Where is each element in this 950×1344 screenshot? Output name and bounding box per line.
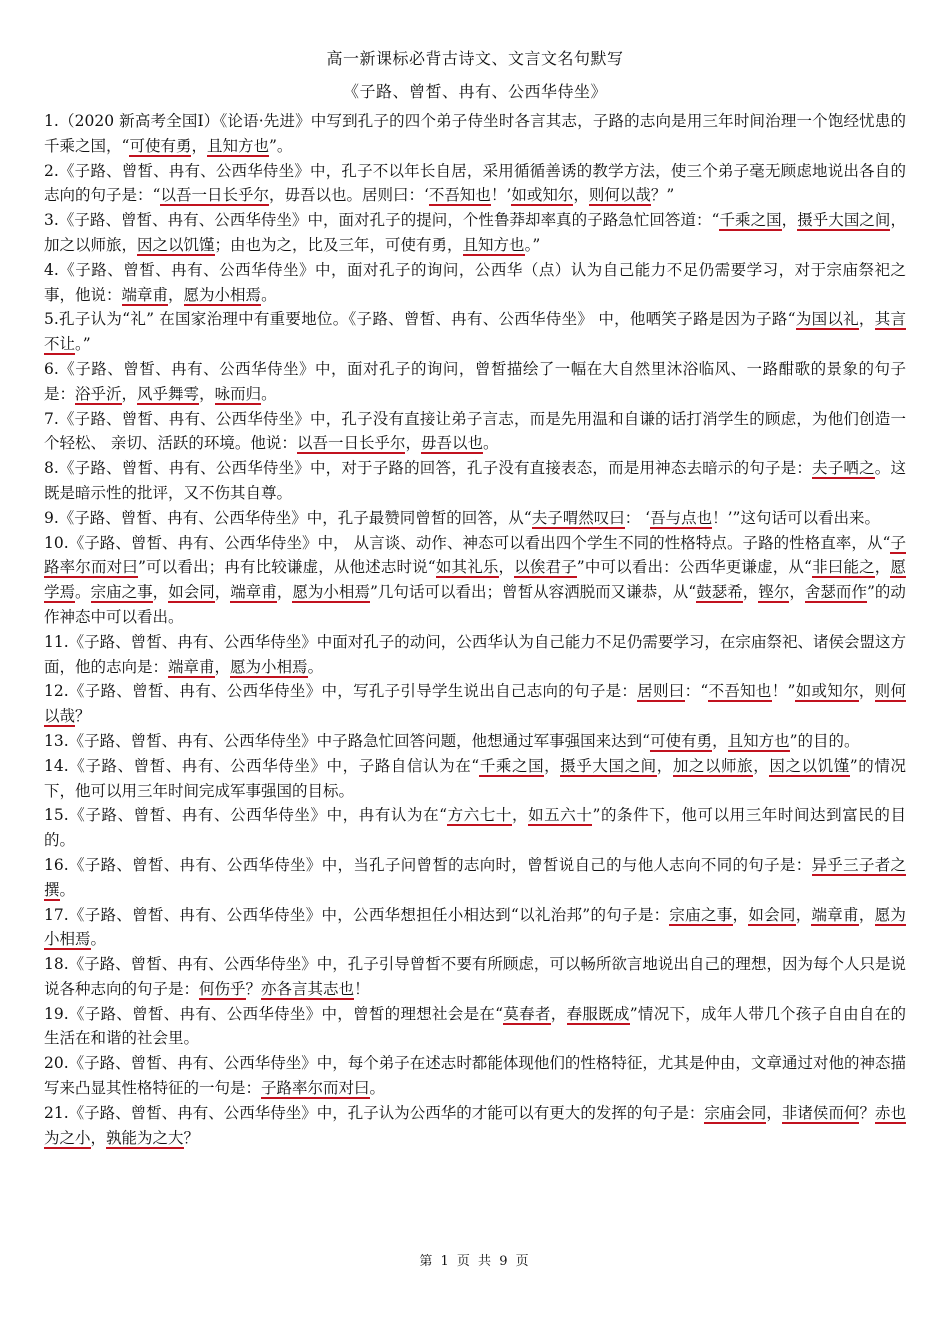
- answer-text: 千乘之国: [479, 756, 545, 775]
- prompt-text: ，: [498, 558, 515, 577]
- answer-text: 端章甫: [230, 583, 277, 602]
- prompt-text: ”可以看出；冉有比较谦虚，从他述志时说“: [137, 558, 436, 577]
- prompt-text: 19.《子路、曾皙、冉有、公西华侍坐》中，曾皙的理想社会是在“: [44, 1004, 504, 1023]
- prompt-text: ！: [354, 979, 370, 998]
- answer-text: 愿为小相焉: [183, 285, 262, 304]
- question-item: [44, 853, 906, 903]
- prompt-text: 11.《子路、曾皙、冉有、公西华侍坐》中面对孔子的动问，公西华认为自己能力不足仍需要学习，在宗庙祭祀、诸侯会盟这方面，他的志向是：: [44, 632, 906, 676]
- prompt-text: 。这既是暗示性的批评，又不伤其自尊。: [44, 459, 906, 502]
- answer-text: 为国以礼: [795, 310, 859, 329]
- prompt-text: ，: [573, 186, 589, 205]
- question-item: [44, 803, 906, 853]
- answer-text: 宗庙之事: [669, 905, 733, 924]
- question-item: [44, 109, 906, 159]
- question-list: [44, 109, 906, 1150]
- prompt-text: ！”: [771, 682, 796, 701]
- answer-text: 咏而归: [214, 384, 262, 403]
- question-item: [44, 456, 906, 506]
- answer-text: 则何以哉: [44, 682, 906, 726]
- answer-text: 非曰能之: [811, 558, 875, 577]
- prompt-text: ？: [859, 1103, 875, 1122]
- question-item: [44, 754, 906, 804]
- answer-text: 摄乎大国之间: [797, 211, 891, 230]
- answer-text: 可使有勇: [129, 136, 192, 155]
- prompt-text: ”的情况下，他可以用三年时间完成军事强国的目标。: [44, 756, 906, 800]
- question-item: [44, 357, 906, 407]
- prompt-text: 3.《子路、曾皙、冉有、公西华侍坐》中，面对孔子的提问，个性鲁莽却率真的子路急忙回答道：“: [44, 211, 720, 230]
- answer-text: 孰能为之大: [106, 1128, 184, 1147]
- prompt-text: ，: [858, 310, 875, 329]
- answer-text: 端章甫: [811, 905, 859, 924]
- prompt-text: ，: [90, 1128, 107, 1147]
- prompt-text: 。: [75, 583, 91, 602]
- prompt-text: 21.《子路、曾皙、冉有、公西华侍坐》中，孔子认为公西华的才能可以有更大的发挥的句子是：: [44, 1103, 705, 1122]
- prompt-text: ”的目的。: [789, 731, 860, 750]
- prompt-text: 10.《子路、曾皙、冉有、公西华侍坐》中， 从言谈、动作、神态可以看出四个学生不同的性格特点。子路的性格直率，从“: [44, 533, 891, 552]
- prompt-text: 。: [369, 1079, 386, 1098]
- prompt-text: 8.《子路、曾皙、冉有、公西华侍坐》中，对于子路的回答，孔子没有直接表态，而是用神态去暗示的句子是：: [44, 459, 813, 478]
- answer-text: 且知方也: [206, 136, 269, 155]
- answer-text: 夫子哂之: [812, 459, 875, 478]
- question-item: [44, 506, 906, 531]
- prompt-text: ！’”这句话可以看出来。: [712, 508, 880, 527]
- answer-text: 以吾一日长乎尔: [296, 434, 406, 453]
- answer-text: 以俟君子: [514, 558, 577, 577]
- prompt-text: 。”: [524, 235, 541, 254]
- answer-text: 亦各言其志也: [261, 979, 355, 998]
- prompt-text: 。: [59, 880, 76, 899]
- prompt-text: ；由也为之，比及三年，可使有勇，: [214, 235, 463, 254]
- answer-text: 赤也为之小: [44, 1103, 906, 1147]
- question-item: [44, 1051, 906, 1101]
- answer-text: 鼓瑟希: [696, 583, 743, 602]
- prompt-text: ：“: [684, 682, 709, 701]
- prompt-text: ，: [276, 583, 293, 602]
- prompt-text: ，: [550, 1004, 567, 1023]
- prompt-text: ”情况下，成年人带几个孩子自由自在的生活在和谐的社会里。: [44, 1004, 906, 1048]
- question-item: [44, 1002, 906, 1052]
- answer-text: 端章甫: [168, 657, 215, 676]
- answer-text: 因之以饥馑: [769, 756, 850, 775]
- prompt-text: 。: [307, 657, 324, 676]
- question-item: [44, 630, 906, 680]
- answer-text: 愿为小相焉: [230, 657, 308, 676]
- answer-text: 不吾知也: [708, 682, 772, 701]
- prompt-text: ，: [712, 731, 728, 750]
- page-footer: 第 1 页 共 9 页: [419, 1254, 531, 1269]
- answer-text: 浴乎沂: [75, 384, 122, 403]
- prompt-text: ，毋吾以也。居则曰：‘: [268, 186, 429, 205]
- prompt-text: ，: [544, 756, 561, 775]
- prompt-text: 14.《子路、曾皙、冉有、公西华侍坐》中，子路自信认为在“: [44, 756, 480, 775]
- prompt-text: ”的条件下，他可以用三年时间达到富民的目的。: [44, 806, 906, 850]
- prompt-text: ，: [766, 1103, 782, 1122]
- answer-text: 则何以哉: [588, 186, 651, 205]
- answer-text: 千乘之国: [719, 211, 782, 230]
- answer-text: 莫春者: [503, 1004, 551, 1023]
- prompt-text: ，: [191, 136, 207, 155]
- prompt-text: ，: [199, 384, 215, 403]
- prompt-text: 5.孔子认为“礼” 在国家治理中有重要地位。《子路、曾皙、冉有、公西华侍坐》 中，他哂笑子路是因为子路“: [44, 310, 796, 329]
- prompt-text: ，: [152, 583, 169, 602]
- prompt-text: 。: [261, 384, 277, 403]
- answer-text: 宗庙之事: [90, 583, 153, 602]
- answer-text: 如会同: [168, 583, 215, 602]
- prompt-text: ，: [512, 806, 529, 825]
- question-item: [44, 679, 906, 729]
- prompt-text: ”几句话可以看出；曾皙从容洒脱而又谦恭，从“: [369, 583, 697, 602]
- answer-text: 且知方也: [727, 731, 790, 750]
- prompt-text: ，: [858, 682, 875, 701]
- prompt-text: 13.《子路、曾皙、冉有、公西华侍坐》中子路急忙回答问题，他想通过军事强国来达到“: [44, 731, 651, 750]
- answer-text: 可使有勇: [650, 731, 713, 750]
- answer-text: 非诸侯而何: [781, 1103, 860, 1122]
- prompt-text: ，: [656, 756, 673, 775]
- prompt-text: 。: [90, 930, 107, 949]
- answer-text: 摄乎大国之间: [560, 756, 657, 775]
- answer-text: 如或知尔: [795, 682, 859, 701]
- page-subtitle: 《子路、曾皙、冉有、公西华侍坐》: [342, 82, 607, 101]
- question-item: [44, 903, 906, 953]
- question-item: [44, 307, 906, 357]
- question-item: [44, 729, 906, 754]
- prompt-text: ，: [214, 583, 231, 602]
- answer-text: 子路率尔而对曰: [44, 533, 906, 577]
- answer-text: 异乎三子者之撰: [44, 855, 906, 899]
- prompt-text: ，: [732, 905, 749, 924]
- prompt-text: ？”: [650, 186, 675, 205]
- prompt-text: 2.《子路、曾皙、冉有、公西华侍坐》中，孔子不以年长自居，采用循循善诱的教学方法，使三个弟子毫无顾虑地说出各自的志向的句子是：“: [44, 161, 906, 205]
- prompt-text: 7.《子路、曾皙、冉有、公西华侍坐》中，孔子没有直接让弟子言志，而是先用温和自谦的话打消学生的顾虑，为他们创造一个轻松、 亲切、活跃的环境。他说：: [44, 409, 906, 453]
- answer-text: 愿为小相焉: [44, 905, 906, 949]
- prompt-text: ？: [75, 707, 91, 726]
- prompt-text: 。”: [75, 335, 91, 354]
- answer-text: 子路率尔而对曰: [261, 1079, 370, 1098]
- prompt-text: ，: [753, 756, 770, 775]
- prompt-text: ，: [795, 905, 812, 924]
- answer-text: 如会同: [748, 905, 796, 924]
- answer-text: 舍瑟而作: [804, 583, 867, 602]
- answer-text: 不吾知也: [428, 186, 491, 205]
- question-item: [44, 208, 906, 258]
- prompt-text: ”。: [268, 136, 293, 155]
- prompt-text: ”的动作神态中可以看出。: [44, 583, 906, 626]
- prompt-text: ，: [789, 583, 805, 602]
- answer-text: 居则曰: [637, 682, 685, 701]
- prompt-text: ： ‘: [624, 508, 651, 527]
- page-title: 高一新课标必背古诗文、文言文名句默写: [326, 49, 624, 68]
- question-item: [44, 952, 906, 1002]
- answer-text: 春服既成: [566, 1004, 630, 1023]
- prompt-text: ，: [214, 657, 231, 676]
- question-item: [44, 159, 906, 209]
- prompt-text: ，加之以师旅，: [44, 211, 906, 254]
- prompt-text: 。: [482, 434, 499, 453]
- answer-text: 夫子喟然叹曰: [531, 508, 625, 527]
- answer-text: 因之以饥馑: [137, 235, 215, 254]
- prompt-text: ，: [858, 905, 875, 924]
- prompt-text: 6.《子路、曾皙、冉有、公西华侍坐》中，面对孔子的询问，曾皙描绘了一幅在大自然里沐浴临风、一路酣歌的景象的句子是：: [44, 359, 906, 403]
- prompt-text: ？: [183, 1128, 200, 1147]
- prompt-text: ，: [742, 583, 759, 602]
- answer-text: 以吾一日长乎尔: [160, 186, 269, 205]
- prompt-text: 4.《子路、曾皙、冉有、公西华侍坐》中，面对孔子的询问，公西华（点）认为自己能力不足仍需要学习，对于宗庙祭祀之事，他说：: [44, 260, 906, 304]
- prompt-text: ，: [405, 434, 421, 453]
- prompt-text: ？: [245, 979, 262, 998]
- answer-text: 且知方也: [462, 235, 525, 254]
- prompt-text: 15.《子路、曾皙、冉有、公西华侍坐》中，冉有认为在“: [44, 806, 448, 825]
- prompt-text: 16.《子路、曾皙、冉有、公西华侍坐》中，当孔子问曾皙的志向时，曾皙说自己的与他人志向不同的句子是：: [44, 855, 812, 874]
- answer-text: 端章甫: [121, 285, 169, 304]
- answer-text: 如其礼乐: [435, 558, 499, 577]
- prompt-text: 9.《子路、曾皙、冉有、公西华侍坐》中，孔子最赞同曾皙的回答，从“: [44, 508, 532, 527]
- question-item: [44, 407, 906, 457]
- answer-text: 铿尔: [758, 583, 790, 602]
- answer-text: 何伤乎: [199, 979, 246, 998]
- prompt-text: ，: [168, 285, 184, 304]
- answer-text: 其言不让: [44, 310, 906, 354]
- prompt-text: 12.《子路、曾皙、冉有、公西华侍坐》中，写孔子引导学生说出自己志向的句子是：: [44, 682, 638, 701]
- prompt-text: 18.《子路、曾皙、冉有、公西华侍坐》中，孔子引导曾皙不要有所顾虑，可以畅所欲言地说出自己的理想，因为每个人只是说说各种志向的句子是：: [44, 955, 906, 998]
- prompt-text: 1.（2020 新高考全国Ⅰ）《论语·先进》中写到孔子的四个弟子侍坐时各言其志，子路的志向是用三年时间治理一个饱经忧患的千乘之国，“: [44, 112, 906, 155]
- answer-text: 毋吾以也: [420, 434, 483, 453]
- answer-text: 风乎舞雩: [137, 384, 200, 403]
- prompt-text: ！’: [490, 186, 512, 205]
- question-item: [44, 1101, 906, 1151]
- prompt-text: 20.《子路、曾皙、冉有、公西华侍坐》中，每个弟子在述志时都能体现他们的性格特征，尤其是仲由，文章通过对他的神态描写来凸显其性格特征的一句是：: [44, 1054, 906, 1098]
- answer-text: 愿为小相焉: [292, 583, 370, 602]
- prompt-text: ，: [874, 558, 891, 577]
- answer-text: 愿学焉: [44, 558, 906, 602]
- prompt-text: ，: [781, 211, 798, 230]
- prompt-text: 17.《子路、曾皙、冉有、公西华侍坐》中，公西华想担任小相达到“以礼治邦”的句子是：: [44, 905, 670, 924]
- prompt-text: ，: [121, 384, 138, 403]
- answer-text: 如五六十: [528, 806, 593, 825]
- answer-text: 宗庙会同: [704, 1103, 767, 1122]
- prompt-text: ”中可以看出：公西华更谦虚，从“: [576, 558, 812, 577]
- question-item: [44, 258, 906, 308]
- answer-text: 吾与点也: [650, 508, 713, 527]
- answer-text: 如或知尔: [511, 186, 574, 205]
- prompt-text: 。: [261, 285, 277, 304]
- answer-text: 方六七十: [447, 806, 513, 825]
- question-item: [44, 531, 906, 630]
- answer-text: 加之以师旅: [672, 756, 754, 775]
